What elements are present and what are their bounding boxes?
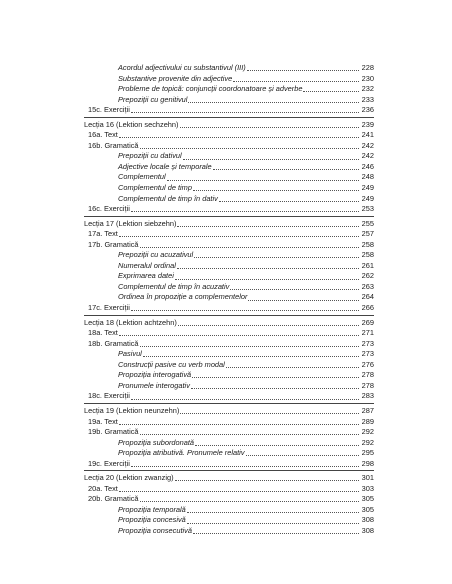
toc-lesson-entry[interactable] (84, 120, 374, 131)
toc-entry-label: Prepoziții cu acuzativul (118, 250, 194, 260)
toc-section (84, 63, 374, 116)
toc-entry-label: 18b. Gramatică (88, 338, 139, 348)
toc-entry-label: Pasivul (118, 349, 142, 359)
toc-entry-label: Complementul (118, 172, 166, 182)
toc-topic-entry[interactable] (84, 183, 374, 194)
toc-page-number: 253 (361, 204, 374, 214)
toc-page-number: 255 (361, 218, 374, 228)
toc-entry-label: Complementul de timp în acuzativ (118, 281, 230, 291)
dot-leader (193, 533, 359, 534)
toc-topic-entry[interactable] (84, 63, 374, 74)
toc-page-number: 230 (361, 73, 374, 83)
dot-leader (183, 159, 359, 160)
toc-entry-label: 19b. Gramatică (88, 427, 139, 437)
dot-leader (188, 102, 359, 103)
dot-leader (167, 180, 359, 181)
toc-entry-label: Propoziția subordonată (118, 437, 195, 447)
dot-leader (140, 148, 359, 149)
toc-subsection-entry[interactable] (84, 459, 374, 470)
toc-page-number: 303 (361, 483, 374, 493)
toc-topic-entry[interactable] (84, 74, 374, 85)
toc-entry-label: 17c. Exerciții (88, 303, 130, 313)
toc-lesson-entry[interactable] (84, 219, 374, 230)
toc-entry-label: Ordinea în propoziție a complementelor (118, 292, 248, 302)
toc-page-number: 266 (361, 303, 374, 313)
toc-entry-label: Lecția 16 (Lektion sechzehn) (84, 119, 179, 129)
toc-page-number: 278 (361, 380, 374, 390)
toc-page-number: 262 (361, 271, 374, 281)
dot-leader (187, 512, 359, 513)
toc-entry-label: Propoziția concesivă (118, 515, 186, 525)
dot-leader (131, 211, 359, 212)
toc-topic-entry[interactable] (84, 515, 374, 526)
dot-leader (119, 137, 359, 138)
toc-entry-label: Prepoziții cu genitivul (118, 94, 188, 104)
dot-leader (193, 190, 359, 191)
toc-entry-label: Lecția 18 (Lektion achtzehn) (84, 317, 177, 327)
toc-page-number: 308 (361, 515, 374, 525)
toc-page-number: 258 (361, 250, 374, 260)
toc-entry-label: Propoziția interogativă (118, 370, 192, 380)
toc-entry-label: 17a. Text (88, 229, 118, 239)
toc-page-number: 292 (361, 427, 374, 437)
toc-entry-label: 20a. Text (88, 483, 118, 493)
toc-page-number: 264 (361, 292, 374, 302)
toc-section (84, 315, 374, 402)
toc-page-number: 308 (361, 525, 374, 535)
toc-topic-entry[interactable] (84, 349, 374, 360)
toc-entry-label: 20b. Gramatică (88, 494, 139, 504)
toc-lesson-entry[interactable] (84, 406, 374, 417)
toc-page-number: 246 (361, 161, 374, 171)
toc-entry-label: Complementul de timp în dativ (118, 193, 218, 203)
toc-topic-entry[interactable] (84, 271, 374, 282)
toc-topic-entry[interactable] (84, 261, 374, 272)
toc-entry-label: Pronumele interogativ (118, 380, 190, 390)
toc-subsection-entry[interactable] (84, 240, 374, 251)
toc-page-number: 271 (361, 328, 374, 338)
toc-section (84, 216, 374, 314)
toc-page-number: 228 (361, 63, 374, 72)
toc-section (84, 117, 374, 215)
dot-leader (246, 455, 359, 456)
toc-page-number: 295 (361, 448, 374, 458)
toc-entry-label: 16a. Text (88, 130, 118, 140)
toc-entry-label: 18c. Exerciții (88, 391, 130, 401)
toc-topic-entry[interactable] (84, 194, 374, 205)
toc-entry-label: 16b. Gramatică (88, 140, 139, 150)
toc-subsection-entry[interactable] (84, 204, 374, 215)
toc-entry-label: Complementul de timp (118, 183, 192, 193)
toc-topic-entry[interactable] (84, 95, 374, 106)
toc-entry-label: Exprimarea datei (118, 271, 174, 281)
toc-entry-label: Substantive provenite din adjective (118, 73, 233, 83)
toc-entry-label: Lecția 17 (Lektion siebzehn) (84, 218, 177, 228)
dot-leader (178, 325, 359, 326)
toc-page-number: 242 (361, 140, 374, 150)
toc-entry-label: Lecția 20 (Lektion zwanzig) (84, 473, 174, 483)
toc-entry-label: Numeralul ordinal (118, 260, 176, 270)
toc-entry-label: Acordul adjectivului cu substantivul (III) (118, 63, 246, 72)
toc-page-number: 263 (361, 281, 374, 291)
dot-leader (195, 445, 359, 446)
toc-topic-entry[interactable] (84, 505, 374, 516)
toc-topic-entry[interactable] (84, 282, 374, 293)
toc-page-number: 236 (361, 105, 374, 115)
dot-leader (192, 377, 359, 378)
toc-entry-label: 19a. Text (88, 416, 118, 426)
dot-leader (131, 399, 359, 400)
dot-leader (131, 112, 359, 113)
toc-subsection-entry[interactable] (84, 391, 374, 402)
toc-page-number: 249 (361, 193, 374, 203)
toc-topic-entry[interactable] (84, 360, 374, 371)
toc-entry-label: Propoziția temporală (118, 504, 186, 514)
toc-subsection-entry[interactable] (84, 229, 374, 240)
toc-page-number: 261 (361, 260, 374, 270)
dot-leader (247, 70, 359, 71)
toc-entry-label: 15c. Exerciții (88, 105, 130, 115)
toc-page-number: 292 (361, 437, 374, 447)
toc-subsection-entry[interactable] (84, 130, 374, 141)
toc-page-number: 287 (361, 405, 374, 415)
dot-leader (177, 226, 359, 227)
dot-leader (140, 346, 359, 347)
toc-page-number: 305 (361, 504, 374, 514)
dot-leader (303, 91, 359, 92)
toc-page-number: 298 (361, 458, 374, 468)
dot-leader (140, 247, 359, 248)
toc-entry-label: Construcții pasive cu verb modal (118, 359, 225, 369)
toc-topic-entry[interactable] (84, 448, 374, 459)
toc-entry-label: 19c. Exerciții (88, 458, 130, 468)
toc-subsection-entry[interactable] (84, 141, 374, 152)
toc-page-number: 273 (361, 349, 374, 359)
toc-page-number: 278 (361, 370, 374, 380)
toc-entry-label: Prepoziții cu dativul (118, 151, 182, 161)
dot-leader (175, 480, 359, 481)
dot-leader (233, 81, 359, 82)
dot-leader (226, 367, 359, 368)
toc-subsection-entry[interactable] (84, 484, 374, 495)
toc-page-number: 248 (361, 172, 374, 182)
dot-leader (180, 413, 359, 414)
dot-leader (119, 335, 359, 336)
toc-page-number: 232 (361, 84, 374, 94)
dot-leader (194, 257, 359, 258)
dot-leader (191, 388, 359, 389)
toc-page-number: 301 (361, 473, 374, 483)
toc-page-number: 283 (361, 391, 374, 401)
toc-page-number: 242 (361, 151, 374, 161)
toc-lesson-entry[interactable] (84, 473, 374, 484)
dot-leader (131, 310, 359, 311)
toc-page-number: 273 (361, 338, 374, 348)
dot-leader (143, 356, 359, 357)
toc-page-number: 239 (361, 119, 374, 129)
toc-topic-entry[interactable] (84, 292, 374, 303)
toc-page-number: 269 (361, 317, 374, 327)
toc-entry-label: Adjective locale și temporale (118, 161, 212, 171)
toc-topic-entry[interactable] (84, 151, 374, 162)
toc-entry-label: Probleme de topică: conjuncții coordonatoare și adverbe (118, 84, 303, 94)
toc-lesson-entry[interactable] (84, 318, 374, 329)
toc-topic-entry[interactable] (84, 526, 374, 537)
toc-subsection-entry[interactable] (84, 427, 374, 438)
dot-leader (230, 289, 359, 290)
toc-entry-label: 18a. Text (88, 328, 118, 338)
toc-entry-label: Propoziția consecutivă (118, 525, 192, 535)
toc-entry-label: 17b. Gramatică (88, 239, 139, 249)
toc-topic-entry[interactable] (84, 370, 374, 381)
toc-subsection-entry[interactable] (84, 105, 374, 116)
dot-leader (140, 434, 359, 435)
table-of-contents (84, 63, 374, 537)
toc-topic-entry[interactable] (84, 162, 374, 173)
toc-topic-entry[interactable] (84, 84, 374, 95)
dot-leader (140, 501, 359, 502)
toc-entry-label: 16c. Exerciții (88, 204, 130, 214)
toc-topic-entry[interactable] (84, 250, 374, 261)
dot-leader (119, 236, 359, 237)
toc-page-number: 249 (361, 183, 374, 193)
dot-leader (119, 491, 359, 492)
toc-entry-label: Lecția 19 (Lektion neunzehn) (84, 405, 180, 415)
toc-page-number: 257 (361, 229, 374, 239)
toc-subsection-entry[interactable] (84, 417, 374, 428)
dot-leader (219, 201, 359, 202)
toc-subsection-entry[interactable] (84, 328, 374, 339)
dot-leader (187, 523, 359, 524)
dot-leader (177, 268, 359, 269)
toc-page-number: 289 (361, 416, 374, 426)
toc-section (84, 403, 374, 469)
toc-section (84, 470, 374, 536)
dot-leader (248, 300, 359, 301)
toc-page-number: 305 (361, 494, 374, 504)
toc-subsection-entry[interactable] (84, 494, 374, 505)
toc-page-number: 241 (361, 130, 374, 140)
dot-leader (213, 169, 359, 170)
toc-page-number: 276 (361, 359, 374, 369)
toc-topic-entry[interactable] (84, 172, 374, 183)
toc-subsection-entry[interactable] (84, 339, 374, 350)
dot-leader (180, 127, 360, 128)
dot-leader (131, 466, 359, 467)
toc-topic-entry[interactable] (84, 381, 374, 392)
toc-entry-label: Propoziția atributivă. Pronumele relativ (118, 448, 245, 458)
toc-page-number: 233 (361, 94, 374, 104)
dot-leader (119, 424, 359, 425)
toc-page-number: 258 (361, 239, 374, 249)
dot-leader (175, 279, 359, 280)
toc-topic-entry[interactable] (84, 438, 374, 449)
toc-subsection-entry[interactable] (84, 303, 374, 314)
